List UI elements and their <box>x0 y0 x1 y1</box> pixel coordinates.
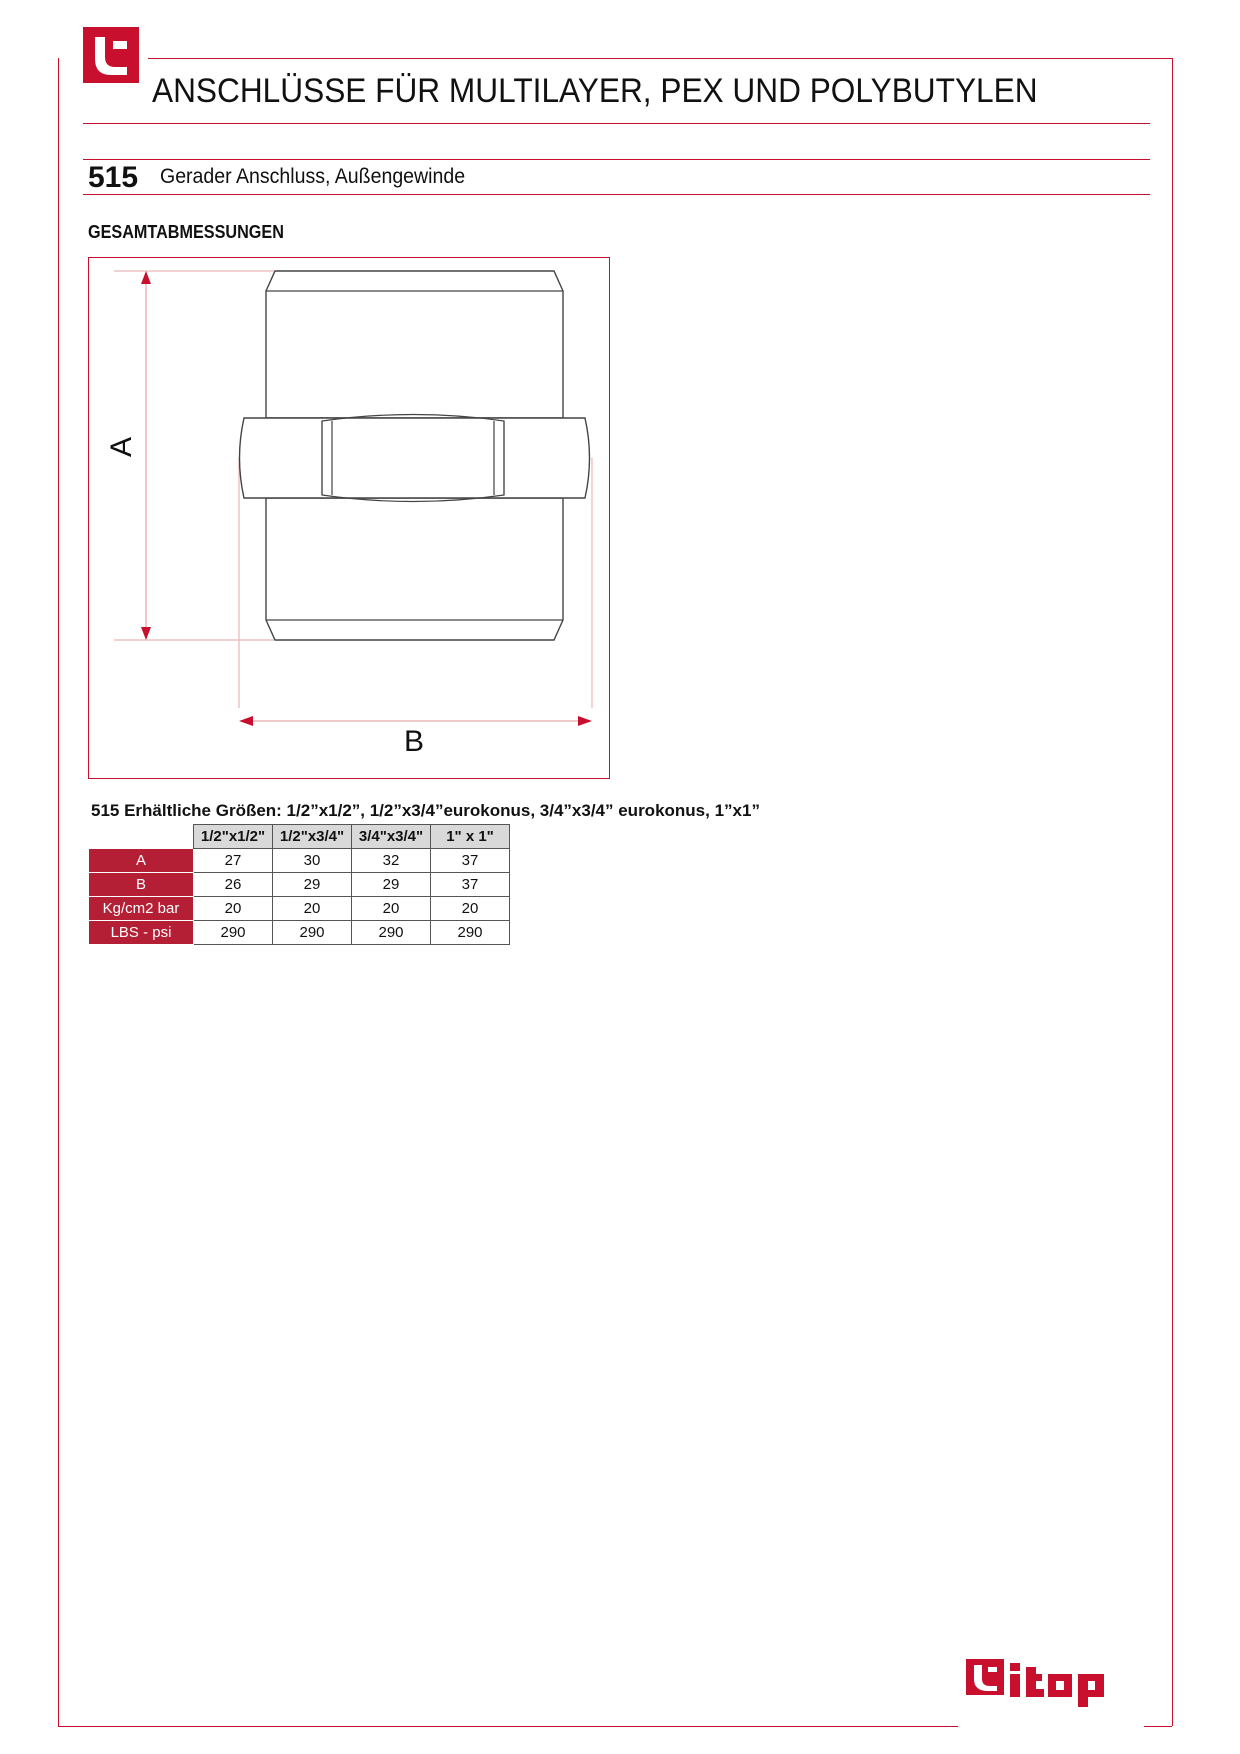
table-cell: 32 <box>352 849 431 873</box>
page-title: ANSCHLÜSSE FÜR MULTILAYER, PEX UND POLYBUTYLEN <box>152 72 1038 110</box>
table-cell: 20 <box>194 897 273 921</box>
table-cell: 290 <box>273 921 352 945</box>
dimension-label-a: A <box>105 437 138 458</box>
itap-logo-icon <box>966 1659 1134 1709</box>
row-label: B <box>89 873 194 897</box>
product-description: Gerader Anschluss, Außengewinde <box>160 165 466 188</box>
table-cell: 30 <box>273 849 352 873</box>
table-cell: 290 <box>352 921 431 945</box>
product-top-rule <box>83 159 1150 160</box>
table-cell: 29 <box>352 873 431 897</box>
table-header-row <box>89 825 510 849</box>
column-header: 1" x 1" <box>431 825 510 849</box>
product-bottom-rule <box>83 194 1150 195</box>
title-underline <box>83 123 1150 124</box>
frame-bottom-line-right <box>1144 1726 1172 1727</box>
row-label: Kg/cm2 bar <box>89 897 194 921</box>
table-row <box>89 897 510 921</box>
table-row <box>89 849 510 873</box>
drawing-frame <box>88 257 610 779</box>
dimension-label-b: B <box>404 725 425 758</box>
column-header: 1/2"x3/4" <box>273 825 352 849</box>
table-cell: 20 <box>352 897 431 921</box>
fitting-drawing <box>89 258 609 778</box>
table-cell: 290 <box>431 921 510 945</box>
table-cell: 37 <box>431 873 510 897</box>
column-header: 3/4"x3/4" <box>352 825 431 849</box>
table-corner-cell <box>89 825 194 849</box>
table-cell: 37 <box>431 849 510 873</box>
table-cell: 290 <box>194 921 273 945</box>
brand-logo-icon <box>83 27 139 83</box>
table-cell: 26 <box>194 873 273 897</box>
table-row <box>89 873 510 897</box>
dimensions-table <box>88 824 510 945</box>
column-header: 1/2"x1/2" <box>194 825 273 849</box>
section-heading: GESAMTABMESSUNGEN <box>88 222 284 242</box>
table-cell: 20 <box>431 897 510 921</box>
table-cell: 27 <box>194 849 273 873</box>
available-sizes-text: 515 Erhältliche Größen: 1/2”x1/2”, 1/2”x3/4”eurokonus, 3/4”x3/4” eurokonus, 1”x1” <box>91 801 760 820</box>
product-code: 515 <box>88 161 139 194</box>
row-label: LBS - psi <box>89 921 194 945</box>
frame-top-line <box>148 58 1172 59</box>
table-cell: 20 <box>273 897 352 921</box>
frame-right-line <box>1172 58 1173 1726</box>
frame-bottom-line <box>58 1726 958 1727</box>
frame-left-line <box>58 58 59 1726</box>
table-cell: 29 <box>273 873 352 897</box>
table-row <box>89 921 510 945</box>
row-label: A <box>89 849 194 873</box>
